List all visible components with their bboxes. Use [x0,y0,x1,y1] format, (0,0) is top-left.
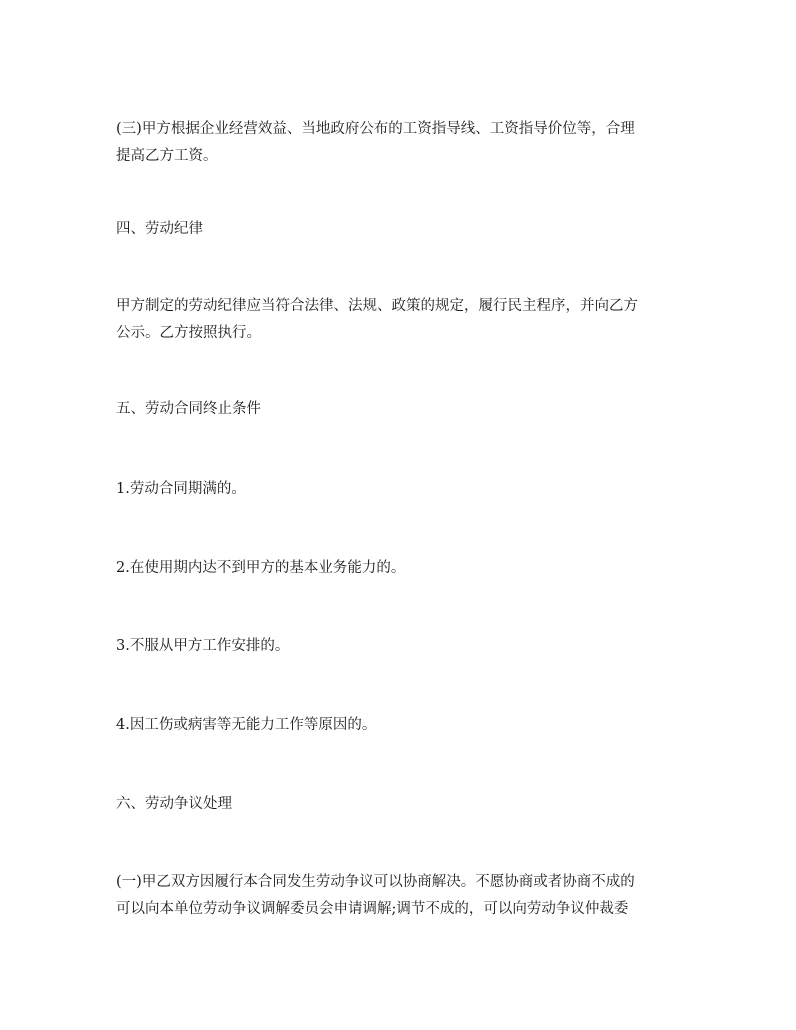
paragraph-discipline [116,293,686,347]
list-item-text: 2.在使用期内达不到甲方的基本业务能力的。 [116,560,406,576]
section-heading-termination [116,396,261,423]
list-item-text: 4.因工伤或病害等无能力工作等原因的。 [116,717,377,733]
text-line: 公示。乙方按照执行。 [116,325,261,341]
text-line: (三)甲方根据企业经营效益、当地政府公布的工资指导线、工资指导价位等，合理 [116,121,635,137]
heading-text: 六、劳动争议处理 [116,796,232,812]
list-item-2 [116,555,405,582]
text-line: 可以向本单位劳动争议调解委员会申请调解;调节不成的，可以向劳动争议仲裁委 [116,901,629,917]
text-line: (一)甲乙双方因履行本合同发生劳动争议可以协商解决。不愿协商或者协商不成的 [116,874,635,890]
list-item-1 [116,476,246,503]
section-heading-dispute [116,791,232,818]
heading-text: 五、劳动合同终止条件 [116,401,261,417]
heading-text: 四、劳动纪律 [116,221,203,237]
list-item-text: 1.劳动合同期满的。 [116,481,246,497]
paragraph-wage-increase [116,116,686,170]
text-line: 提高乙方工资。 [116,148,218,164]
list-item-4 [116,712,376,739]
text-line: 甲方制定的劳动纪律应当符合法律、法规、政策的规定，履行民主程序，并向乙方 [116,298,638,314]
section-heading-labor-discipline [116,216,203,243]
paragraph-dispute [116,869,686,923]
list-item-text: 3.不服从甲方工作安排的。 [116,638,290,654]
list-item-3 [116,633,289,660]
